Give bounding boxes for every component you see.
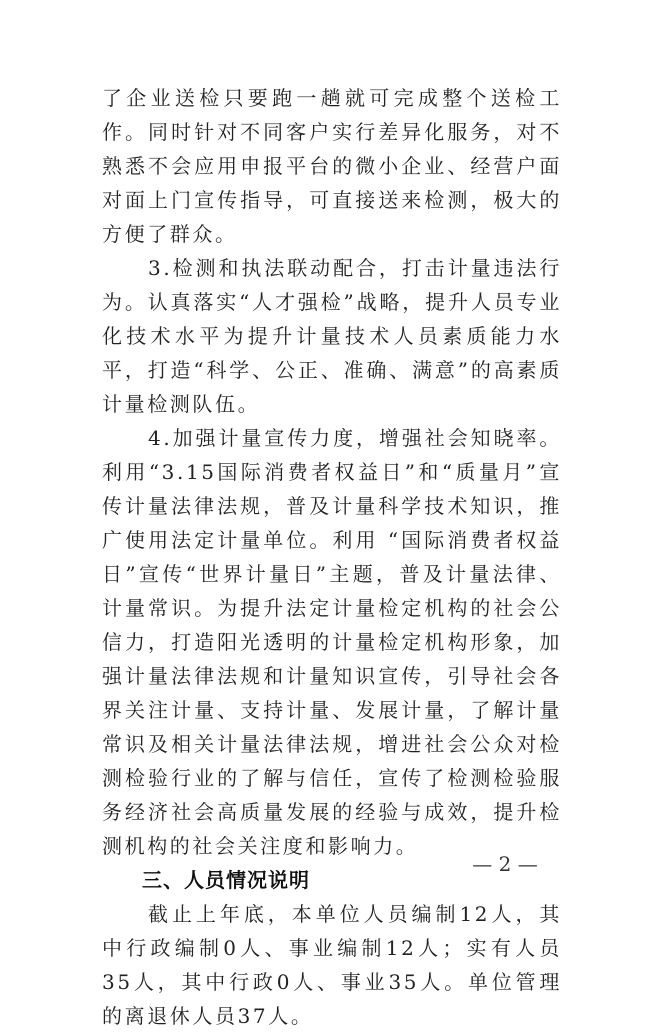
paragraph-item-4: 4.加强计量宣传力度，增强社会知晓率。利用“3.15国际消费者权益日”和“质量月”宣传计量法律法规，普及计量科学技术知识，推广使用法定计量单位。利用 “国际消费者权益日”宣传“世界计量日”主题，普及计量法律、计量常识。为提升法定计量检定机构的社会公信力，打造阳光透明的计量检定机构形象，加强计量法律法规和计量知识宣传，引导社会各界关注计量、支持计量、发展计量，了解计量常识及相关计量法律法规，增进社会公众对检测检验行业的了解与信任，宣传了检测检验服务经济社会高质量发展的经验与成效，提升检测机构的社会关注度和影响力。 — [102, 426, 562, 858]
section-heading-personnel: 三、人员情况说明 — [142, 868, 310, 892]
paragraph-item-3: 3.检测和执法联动配合，打击计量违法行为。认真落实“人才强检”战略，提升人员专业化技术水平为提升计量技术人员素质能力水平，打造“科学、公正、准确、满意”的高素质计量检测队伍。 — [102, 256, 562, 416]
paragraph-continuation: 了企业送检只要跑一趟就可完成整个送检工作。同时针对不同客户实行差异化服务，对不熟悉不会应用申报平台的微小企业、经营户面对面上门宣传指导，可直接送来检测，极大的方便了群众。 — [102, 86, 562, 246]
document-body — [102, 81, 562, 1033]
page-number: — 2 — — [472, 852, 538, 876]
paragraph-personnel: 截止上年底，本单位人员编制12人，其中行政编制0人、事业编制12人；实有人员35人，其中行政0人、事业35人。单位管理的离退休人员37人。 — [102, 902, 562, 1028]
